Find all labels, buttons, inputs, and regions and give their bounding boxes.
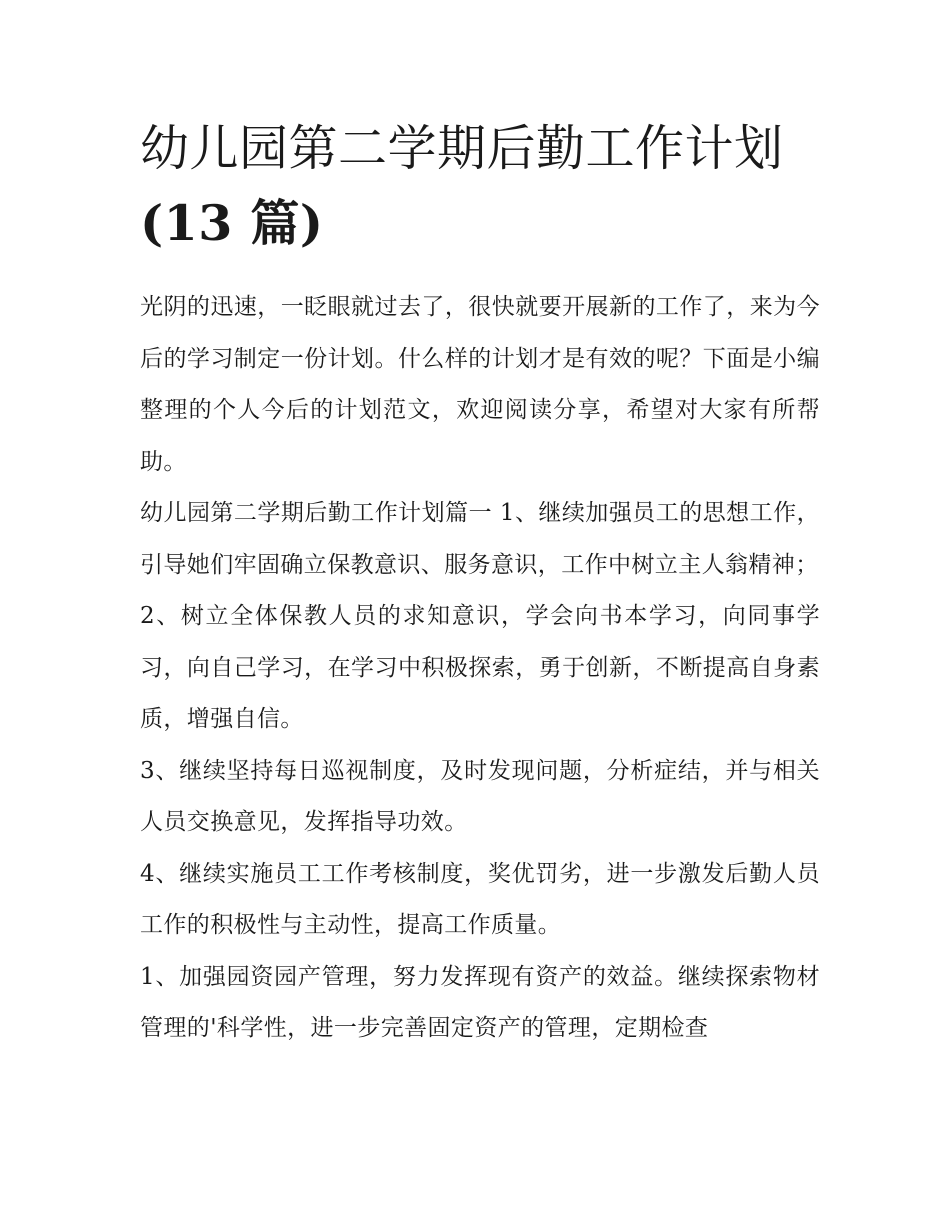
- paragraph-asset-management-item-1: 1、加强园资园产管理，努力发挥现有资产的效益。继续探索物材管理的'科学性，进一步完善固定资产的管理，定期检查: [140, 963, 820, 1041]
- intro-paragraph: 光阴的迅速，一眨眼就过去了，很快就要开展新的工作了，来为今后的学习制定一份计划。什么样的计划才是有效的呢？下面是小编整理的个人今后的计划范文，欢迎阅读分享，希望对大家有所帮助。: [140, 294, 820, 475]
- paragraph-item-2: 2、树立全体保教人员的求知意识，学会向书本学习，向同事学习，向自己学习，在学习中积极探索，勇于创新，不断提高自身素质，增强自信。: [140, 603, 820, 732]
- paragraph-item-3: 3、继续坚持每日巡视制度，及时发现问题，分析症结，并与相关人员交换意见，发挥指导功效。: [140, 757, 820, 835]
- document-page: [140, 112, 820, 1055]
- title-line-2: (13 篇): [140, 194, 324, 252]
- document-title: [140, 112, 820, 260]
- paragraph-section-one-item-1: 幼儿园第二学期后勤工作计划篇一 1、继续加强员工的思想工作，引导她们牢固确立保教意识、服务意识，工作中树立主人翁精神；: [140, 500, 820, 578]
- document-body: [140, 282, 820, 1055]
- paragraph-item-4: 4、继续实施员工工作考核制度，奖优罚劣，进一步激发后勤人员工作的积极性与主动性，提高工作质量。: [140, 860, 820, 938]
- title-line-1: 幼儿园第二学期后勤工作计划: [140, 120, 784, 177]
